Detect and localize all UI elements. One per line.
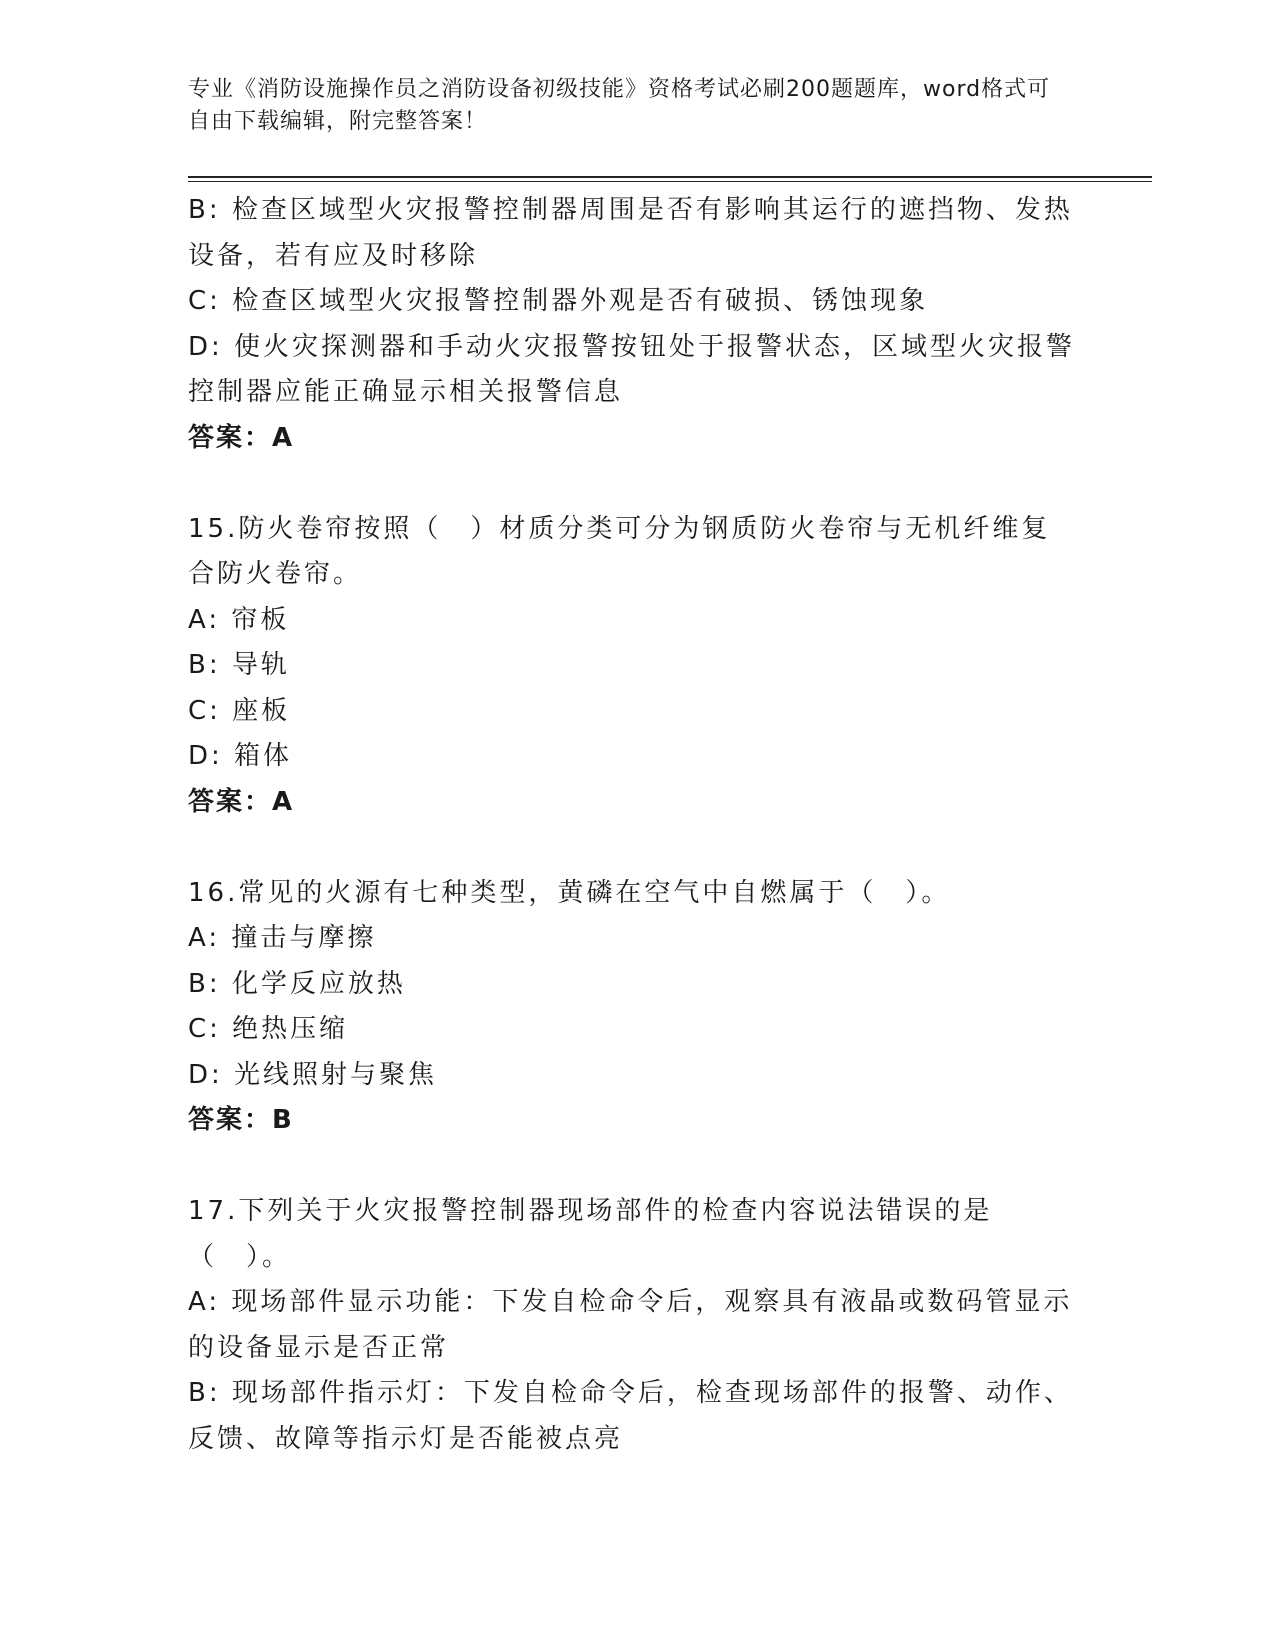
document-header: 专业《消防设施操作员之消防设备初级技能》资格考试必刷200题题库，word格式可自由下载编辑，附完整答案！ xyxy=(188,77,1051,134)
answer-label: 答案：A xyxy=(188,786,295,817)
question-16 xyxy=(188,871,1078,1144)
option-a: A: 现场部件显示功能：下发自检命令后，观察具有液晶或数码管显示的设备显示是否正常 xyxy=(188,1287,1073,1363)
question-content xyxy=(188,188,1078,1462)
answer-label: 答案：A xyxy=(188,422,295,453)
option-b: B: 检查区域型火灾报警控制器周围是否有影响其运行的遮挡物、发热设备，若有应及时移除 xyxy=(188,195,1073,271)
option-c: C: 绝热压缩 xyxy=(188,1014,349,1044)
question-text: 16.常见的火源有七种类型，黄磷在空气中自燃属于（ ）。 xyxy=(188,877,951,908)
question-17 xyxy=(188,1189,1078,1462)
question-14-continued xyxy=(188,188,1078,461)
option-b: B: 化学反应放热 xyxy=(188,968,406,999)
spacer xyxy=(188,1144,1078,1190)
option-c: C: 座板 xyxy=(188,695,291,726)
question-15 xyxy=(188,507,1078,826)
option-a: A: 撞击与摩擦 xyxy=(188,923,377,953)
option-d: D: 使火灾探测器和手动火灾报警按钮处于报警状态，区域型火灾报警控制器应能正确显示相关报警信息 xyxy=(188,331,1076,407)
spacer xyxy=(188,461,1078,507)
header-divider-thick xyxy=(188,176,1152,178)
answer-label: 答案：B xyxy=(188,1105,294,1135)
option-b: B: 现场部件指示灯：下发自检命令后，检查现场部件的报警、动作、反馈、故障等指示灯是否能被点亮 xyxy=(188,1378,1073,1454)
option-b: B: 导轨 xyxy=(188,650,290,680)
spacer xyxy=(188,825,1078,871)
option-d: D: 箱体 xyxy=(188,741,293,771)
option-c: C: 检查区域型火灾报警控制器外观是否有破损、锈蚀现象 xyxy=(188,286,929,316)
option-d: D: 光线照射与聚焦 xyxy=(188,1059,438,1090)
question-text: 17.下列关于火灾报警控制器现场部件的检查内容说法错误的是（ ）。 xyxy=(188,1196,993,1272)
question-text: 15.防火卷帘按照（ ）材质分类可分为钢质防火卷帘与无机纤维复合防火卷帘。 xyxy=(188,513,1051,589)
header-divider-thin xyxy=(188,181,1152,182)
option-a: A: 帘板 xyxy=(188,604,290,635)
